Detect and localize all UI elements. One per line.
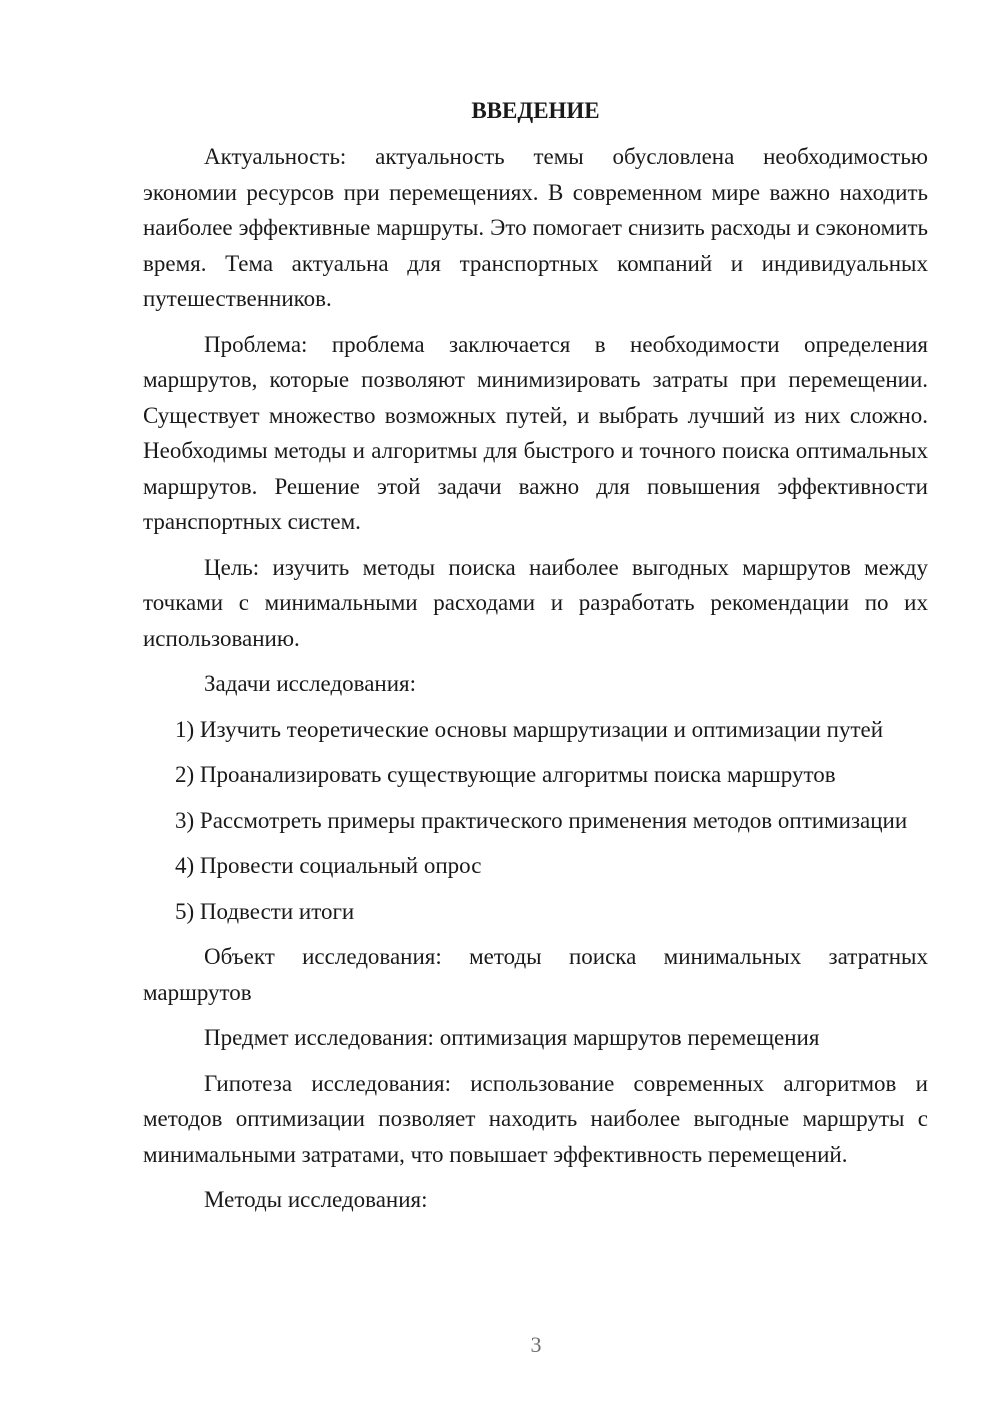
- paragraph-goal: Цель: изучить методы поиска наиболее выгодных маршрутов между точками с минимальными расходами и разработать рекомендации по их использованию.: [143, 554, 928, 651]
- task-item-3: 3) Рассмотреть примеры практического применения методов оптимизации: [175, 807, 908, 833]
- paragraph-tasks-title: Задачи исследования:: [204, 671, 417, 696]
- paragraph-relevance: Актуальность: актуальность темы обусловлена необходимостью экономии ресурсов при перемещениях. В современном мире важно находить наиболее эффективные маршруты. Это помогает снизить расходы и сэкономить время. Тема актуальна для транспортных компаний и индивидуальных путешественников.: [143, 144, 928, 311]
- task-item-5: 5) Подвести итоги: [175, 898, 355, 924]
- paragraph-object: Объект исследования: методы поиска минимальных затратных маршрутов: [143, 944, 928, 1005]
- paragraph-hypothesis: Гипотеза исследования: использование современных алгоритмов и методов оптимизации позволяет находить наиболее выгодные маршруты с минимальными затратами, что повышает эффективность перемещений.: [143, 1070, 928, 1167]
- page-content: [143, 95, 928, 1228]
- paragraph-methods: Методы исследования:: [204, 1187, 428, 1212]
- section-heading: ВВЕДЕНИЕ: [471, 98, 600, 123]
- task-item-4: 4) Провести социальный опрос: [175, 853, 482, 878]
- task-item-2: 2) Проанализировать существующие алгоритмы поиска маршрутов: [175, 762, 836, 787]
- paragraph-problem: Проблема: проблема заключается в необходимости определения маршрутов, которые позволяют минимизировать затраты при перемещении. Существует множество возможных путей, и выбрать лучший из них сложно. Необходимы методы и алгоритмы для быстрого и точного поиска оптимальных маршрутов. Решение этой задачи важно для повышения эффективности транспортных систем.: [143, 331, 928, 534]
- page-number: 3: [530, 1332, 542, 1357]
- task-item-1: 1) Изучить теоретические основы маршрутизации и оптимизации путей: [175, 716, 884, 742]
- paragraph-subject: Предмет исследования: оптимизация маршрутов перемещения: [204, 1025, 820, 1050]
